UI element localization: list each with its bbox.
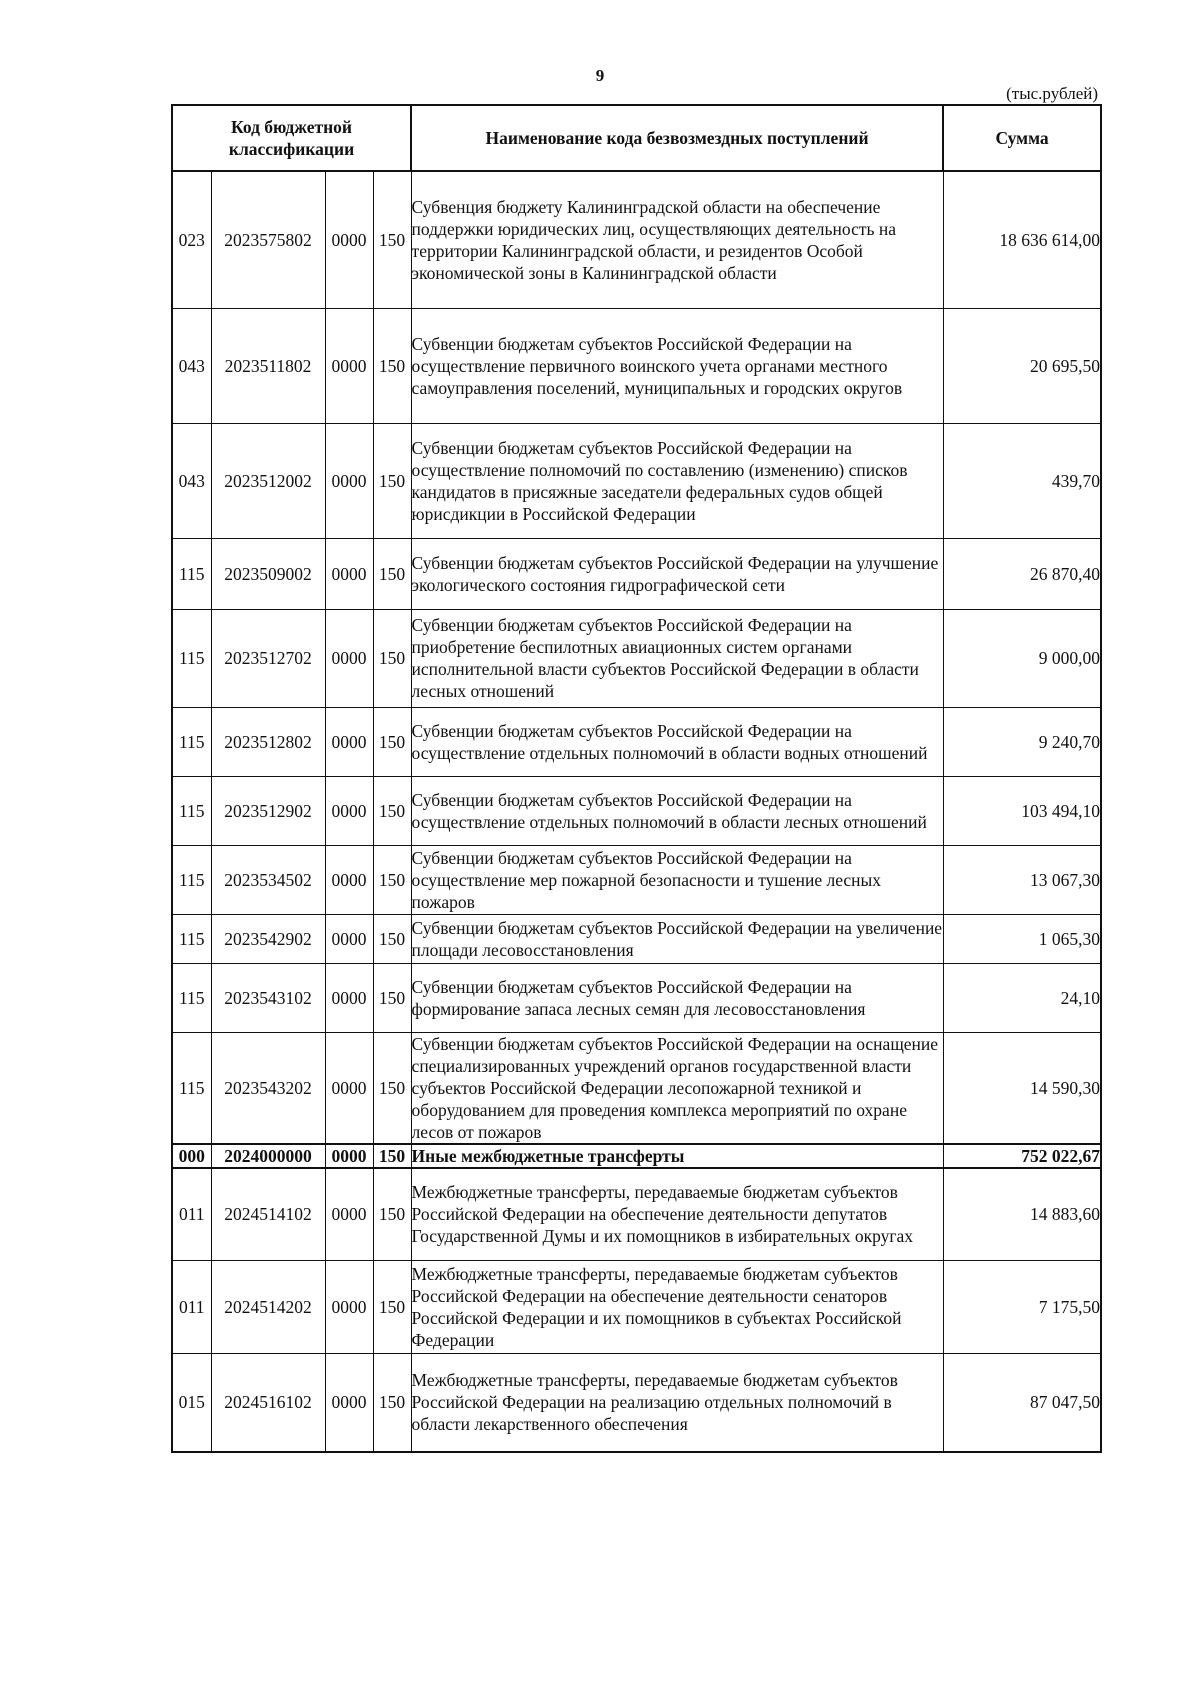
program-code-cell: 0000 [325,423,373,538]
kind-code-cell: 150 [373,609,411,707]
classification-code-cell: 2023511802 [211,308,325,423]
program-code-cell: 0000 [325,1354,373,1452]
amount-cell: 13 067,30 [943,845,1101,914]
table-header-row [172,105,1101,171]
amount-cell: 752 022,67 [943,1144,1101,1168]
table-row [172,914,1101,963]
admin-code-cell: 115 [172,538,211,609]
header-name: Наименование кода безвозмездных поступлений [411,105,943,171]
classification-code-cell: 2024516102 [211,1354,325,1452]
kind-code-cell: 150 [373,914,411,963]
income-name-cell: Субвенции бюджетам субъектов Российской Федерации на осуществление мер пожарной безопасности и тушение лесных пожаров [411,845,943,914]
admin-code-cell: 043 [172,308,211,423]
kind-code-cell: 150 [373,423,411,538]
amount-cell: 20 695,50 [943,308,1101,423]
table-row [172,1032,1101,1144]
table-row [172,776,1101,845]
classification-code-cell: 2024000000 [211,1144,325,1168]
kind-code-cell: 150 [373,538,411,609]
budget-table [171,104,1102,1453]
admin-code-cell: 115 [172,609,211,707]
income-name-cell: Субвенции бюджетам субъектов Российской Федерации на увеличение площади лесовосстановления [411,914,943,963]
classification-code-cell: 2023543202 [211,1032,325,1144]
table-row [172,423,1101,538]
table-row [172,707,1101,776]
units-label: (тыс.рублей) [1006,84,1098,103]
income-name-cell: Субвенции бюджетам субъектов Российской Федерации на осуществление полномочий по составлению (изменению) списков кандидатов в присяжные заседатели федеральных судов общей юрисдикции в Российской Федерации [411,423,943,538]
income-name-cell: Межбюджетные трансферты, передаваемые бюджетам субъектов Российской Федерации на обеспечение деятельности сенаторов Российской Федерации и их помощников в субъектах Российской Федерации [411,1261,943,1354]
classification-code-cell: 2023512802 [211,707,325,776]
income-name-cell: Субвенции бюджетам субъектов Российской Федерации на осуществление отдельных полномочий в области лесных отношений [411,776,943,845]
table-row [172,1168,1101,1261]
classification-code-cell: 2023542902 [211,914,325,963]
program-code-cell: 0000 [325,1144,373,1168]
program-code-cell: 0000 [325,914,373,963]
income-name-cell: Межбюджетные трансферты, передаваемые бюджетам субъектов Российской Федерации на реализацию отдельных полномочий в области лекарственного обеспечения [411,1354,943,1452]
admin-code-cell: 115 [172,845,211,914]
page-number: 9 [595,66,605,85]
income-name-cell: Субвенции бюджетам субъектов Российской Федерации на улучшение экологического состояния гидрографической сети [411,538,943,609]
table-row [172,609,1101,707]
admin-code-cell: 115 [172,914,211,963]
program-code-cell: 0000 [325,776,373,845]
income-name-cell: Субвенции бюджетам субъектов Российской Федерации на оснащение специализированных учреждений органов государственной власти субъектов Российской Федерации лесопожарной техникой и оборудованием для проведения комплекса мероприятий по охране лесов от пожаров [411,1032,943,1144]
amount-cell: 18 636 614,00 [943,171,1101,308]
classification-code-cell: 2023512002 [211,423,325,538]
kind-code-cell: 150 [373,1261,411,1354]
admin-code-cell: 115 [172,963,211,1032]
table-row [172,308,1101,423]
kind-code-cell: 150 [373,1354,411,1452]
table-row [172,845,1101,914]
classification-code-cell: 2024514202 [211,1261,325,1354]
amount-cell: 87 047,50 [943,1354,1101,1452]
table-row [172,1261,1101,1354]
amount-cell: 7 175,50 [943,1261,1101,1354]
header-code: Код бюджетной классификации [172,105,411,171]
table-row [172,538,1101,609]
program-code-cell: 0000 [325,1261,373,1354]
program-code-cell: 0000 [325,1032,373,1144]
classification-code-cell: 2023575802 [211,171,325,308]
classification-code-cell: 2023543102 [211,963,325,1032]
kind-code-cell: 150 [373,845,411,914]
table-row [172,1354,1101,1452]
kind-code-cell: 150 [373,1168,411,1261]
program-code-cell: 0000 [325,1168,373,1261]
program-code-cell: 0000 [325,845,373,914]
kind-code-cell: 150 [373,776,411,845]
table-row [172,1144,1101,1168]
program-code-cell: 0000 [325,308,373,423]
kind-code-cell: 150 [373,171,411,308]
classification-code-cell: 2024514102 [211,1168,325,1261]
program-code-cell: 0000 [325,609,373,707]
amount-cell: 439,70 [943,423,1101,538]
income-name-cell: Субвенции бюджетам субъектов Российской Федерации на формирование запаса лесных семян для лесовосстановления [411,963,943,1032]
amount-cell: 9 240,70 [943,707,1101,776]
admin-code-cell: 011 [172,1261,211,1354]
admin-code-cell: 043 [172,423,211,538]
program-code-cell: 0000 [325,963,373,1032]
amount-cell: 1 065,30 [943,914,1101,963]
admin-code-cell: 011 [172,1168,211,1261]
table-body [172,171,1101,1452]
admin-code-cell: 115 [172,707,211,776]
amount-cell: 26 870,40 [943,538,1101,609]
program-code-cell: 0000 [325,171,373,308]
program-code-cell: 0000 [325,707,373,776]
program-code-cell: 0000 [325,538,373,609]
kind-code-cell: 150 [373,308,411,423]
kind-code-cell: 150 [373,1144,411,1168]
amount-cell: 14 883,60 [943,1168,1101,1261]
income-name-cell: Субвенции бюджетам субъектов Российской Федерации на осуществление отдельных полномочий в области водных отношений [411,707,943,776]
income-name-cell: Субвенции бюджетам субъектов Российской Федерации на приобретение беспилотных авиационных систем органами исполнительной власти субъектов Российской Федерации в области лесных отношений [411,609,943,707]
admin-code-cell: 115 [172,1032,211,1144]
income-name-cell: Межбюджетные трансферты, передаваемые бюджетам субъектов Российской Федерации на обеспечение деятельности депутатов Государственной Думы и их помощников в избирательных округах [411,1168,943,1261]
classification-code-cell: 2023512902 [211,776,325,845]
amount-cell: 24,10 [943,963,1101,1032]
admin-code-cell: 015 [172,1354,211,1452]
amount-cell: 103 494,10 [943,776,1101,845]
amount-cell: 9 000,00 [943,609,1101,707]
classification-code-cell: 2023509002 [211,538,325,609]
income-name-cell: Субвенции бюджетам субъектов Российской Федерации на осуществление первичного воинского учета органами местного самоуправления поселений, муниципальных и городских округов [411,308,943,423]
kind-code-cell: 150 [373,707,411,776]
classification-code-cell: 2023534502 [211,845,325,914]
table-row [172,171,1101,308]
admin-code-cell: 000 [172,1144,211,1168]
table-row [172,963,1101,1032]
income-name-cell: Субвенция бюджету Калининградской области на обеспечение поддержки юридических лиц, осуществляющих деятельность на территории Калининградской области, и резидентов Особой экономической зоны в Калининградской области [411,171,943,308]
classification-code-cell: 2023512702 [211,609,325,707]
header-sum: Сумма [943,105,1101,171]
admin-code-cell: 023 [172,171,211,308]
income-name-cell: Иные межбюджетные трансферты [411,1144,943,1168]
kind-code-cell: 150 [373,963,411,1032]
amount-cell: 14 590,30 [943,1032,1101,1144]
kind-code-cell: 150 [373,1032,411,1144]
admin-code-cell: 115 [172,776,211,845]
